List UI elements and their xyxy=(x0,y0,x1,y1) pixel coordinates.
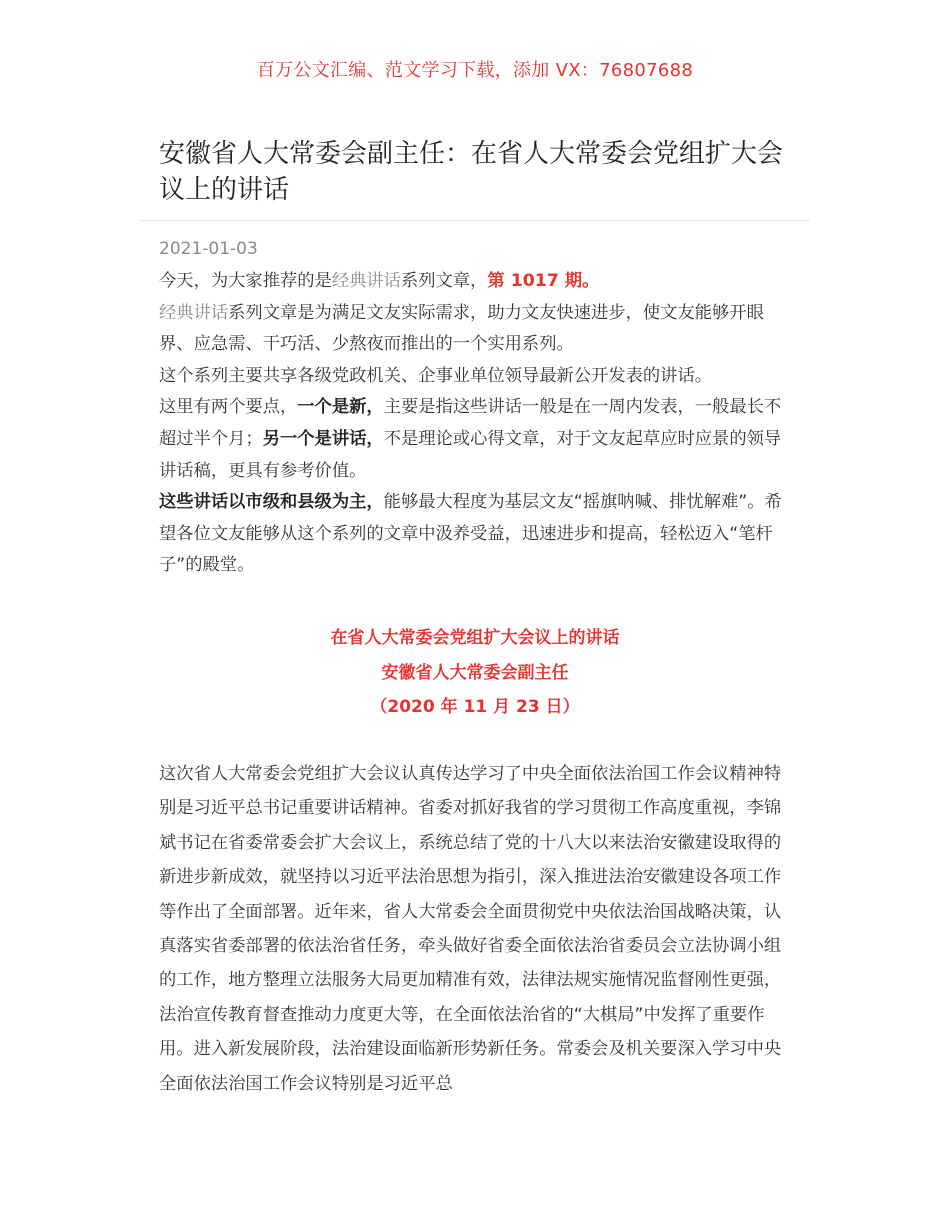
intro-paragraph-5 xyxy=(159,487,795,582)
intro-paragraph-4 xyxy=(159,392,795,487)
speech-header xyxy=(0,621,950,725)
focus-statement: 这些讲话以市级和县级为主， xyxy=(159,492,384,513)
issue-number: 第 1017 期。 xyxy=(487,271,600,291)
article-title: 安徽省人大常委会副主任：在省人大常委会党组扩大会议上的讲话 xyxy=(159,139,784,205)
intro-text: 能够最大程度为基层文友“摇旗呐喊、排忧解难”。希望各位文友能够从这个系列的文章中汲养受益，迅速进步和提高，轻松迈入“笔杆子”的殿堂。 xyxy=(159,492,782,576)
intro-text: 不是理论或心得文章，对于文友起草应时应景的领导讲话稿，更具有参考价值。 xyxy=(159,428,782,481)
series-name: 经典讲话 xyxy=(331,271,401,291)
intro-paragraph-2 xyxy=(159,298,795,361)
speech-date: （2020 年 11 月 23 日） xyxy=(370,697,580,717)
key-point-2: 另一个是讲话， xyxy=(262,428,384,449)
speech-body: 这次省人大常委会党组扩大会议认真传达学习了中央全面依法治国工作会议精神特别是习近平总书记重要讲话精神。省委对抓好我省的学习贯彻工作高度重视，李锦斌书记在省委常委会扩大会议上，系统总结了党的十八大以来法治安徽建设取得的新进步新成效，就坚持以习近平法治思想为指引，深入推进法治安徽建设各项工作等作出了全面部署。近年来，省人大常委会全面贯彻党中央依法治国战略决策，认真落实省委部署的依法治省任务，牵头做好省委全面依法治省委员会立法协调小组的工作，地方整理立法服务大局更加精准有效，法律法规实施情况监督刚性更强，法治宣传教育督查推动力度更大等，在全面依法治省的“大棋局”中发挥了重要作用。进入新发展阶段，法治建设面临新形势新任务。常委会及机关要深入学习中央全面依法治国工作会议特别是习近平总 xyxy=(159,764,782,1094)
speech-title: 在省人大常委会党组扩大会议上的讲话 xyxy=(330,628,620,648)
publish-date: 2021-01-03 xyxy=(159,239,258,259)
intro-section xyxy=(159,266,795,582)
intro-text: 这里有两个要点， xyxy=(159,397,298,418)
intro-text: 系列文章， xyxy=(400,271,488,291)
speech-speaker: 安徽省人大常委会副主任 xyxy=(381,662,569,683)
intro-text: 今天，为大家推荐的是 xyxy=(159,271,332,291)
intro-paragraph-1 xyxy=(159,266,795,298)
intro-text: 系列文章是为满足文友实际需求，助力文友快速进步，使文友能够开眼界、应急需、干巧活、少熬夜而推出的一个实用系列。 xyxy=(159,302,764,355)
intro-text: 主要是指这些讲话一般是在一周内发表，一般最长不超过半个月； xyxy=(159,397,782,449)
title-divider xyxy=(140,220,810,221)
series-name: 经典讲话 xyxy=(159,302,229,323)
intro-paragraph-3: 这个系列主要共享各级党政机关、企事业单位领导最新公开发表的讲话。 xyxy=(159,365,713,386)
key-point-1: 一个是新， xyxy=(297,397,384,418)
promo-banner: 百万公文汇编、范文学习下载，添加 VX：76807688 xyxy=(256,60,694,81)
